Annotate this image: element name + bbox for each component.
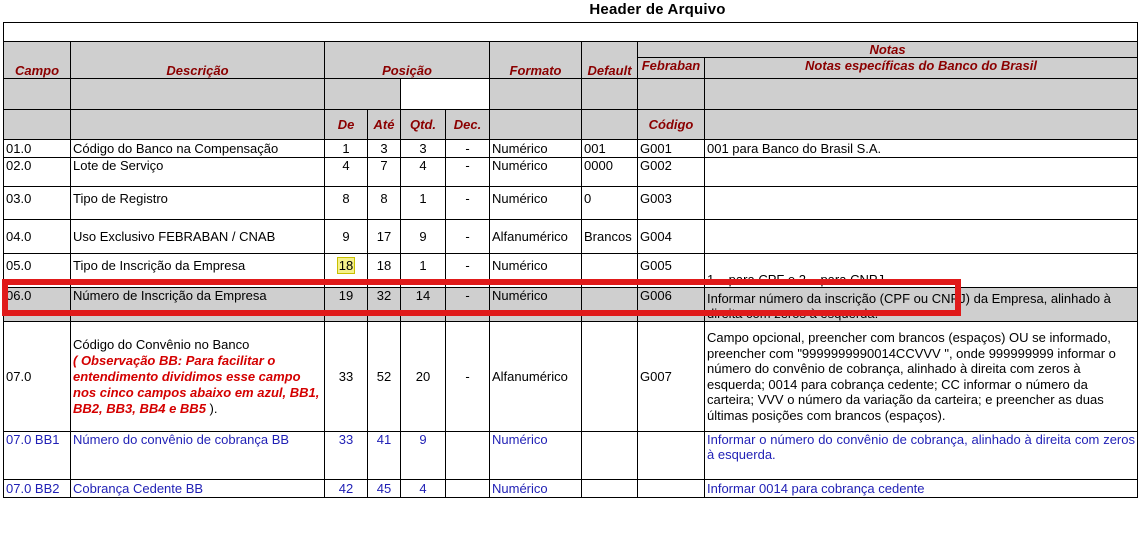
header-row-blank [4,79,1138,110]
cell-dec: - [446,322,490,432]
cell-formato: Numérico [490,480,582,498]
cell-formato: Numérico [490,254,582,288]
header-default: Default [582,42,638,79]
cell-campo: 02.0 [4,158,71,187]
cell-campo: 05.0 [4,254,71,288]
table-row [4,158,1138,187]
cell-codigo: G006 [638,288,705,322]
cell-codigo: G005 [638,254,705,288]
cell-de [325,254,368,288]
cell-formato: Numérico [490,187,582,220]
cell-codigo: G003 [638,187,705,220]
page-title: Header de Arquivo [589,1,726,18]
cell-descricao: Lote de Serviço [71,158,325,187]
cell-qtd: 14 [401,288,446,322]
observacao-note: ( Observação BB: Para facilitar o entendimento dividimos esse campo nos cinco campos abaixo em azul, BB1, BB2, BB3, BB4 e BB5 ). [73,352,320,416]
cell-qtd: 20 [401,322,446,432]
cell-de: 4 [325,158,368,187]
cell-default [582,288,638,322]
cell-formato: Numérico [490,432,582,480]
cell-campo: 07.0 BB2 [4,480,71,498]
header-dec: Dec. [446,110,490,140]
header-notas: Notas [638,42,1138,58]
cell-dec: - [446,254,490,288]
header-row-sub [4,110,1138,140]
table-row [4,220,1138,254]
cell-qtd: 4 [401,158,446,187]
table-row-highlighted [4,254,1138,288]
cell-descricao: Tipo de Inscrição da Empresa [71,254,325,288]
cell-descricao: Código do Banco na Compensação [71,140,325,158]
cell-formato: Numérico [490,140,582,158]
table-row [4,432,1138,480]
cell-dec: - [446,220,490,254]
cell-notas: Campo opcional, preencher com brancos (espaços) OU se informado, preencher com "9999999990014CCVVV ", onde 999999999 informar o número do convênio de cobrança, alinhado à direita com zeros à esquerda; 0014 para cobrança cedente; CC informar o número da carteira; VVV o número da variação da carteira; e preencher as duas últimas posições com brancos (espaços). [705,322,1138,432]
cell-dec: - [446,187,490,220]
cell-notas [705,158,1138,187]
cell-de: 33 [325,432,368,480]
cell-qtd: 9 [401,220,446,254]
cell-dec [446,432,490,480]
table-row [4,480,1138,498]
cell-default [582,322,638,432]
cell-ate: 8 [368,187,401,220]
cell-notas: 1 – para CPF e 2 – para CNPJ. [705,254,1138,288]
header-de: De [325,110,368,140]
cell-campo: 07.0 BB1 [4,432,71,480]
table-row [4,187,1138,220]
cell-ate: 45 [368,480,401,498]
cell-notas: Informar número da inscrição (CPF ou CNPJ) da Empresa, alinhado à direita com zeros à esquerda. [705,288,1138,322]
cell-descricao: Cobrança Cedente BB [71,480,325,498]
header-posicao: Posição [325,42,490,79]
header-codigo: Código [638,110,705,140]
cell-default: 0 [582,187,638,220]
cell-campo: 03.0 [4,187,71,220]
cell-default: Brancos [582,220,638,254]
header-campo: Campo [4,42,71,79]
cell-descricao: Número de Inscrição da Empresa [71,288,325,322]
spacer-row [4,23,1138,42]
table-row [4,288,1138,322]
table-row [4,140,1138,158]
cell-codigo: G007 [638,322,705,432]
cell-codigo: G004 [638,220,705,254]
cell-dec [446,480,490,498]
cell-campo: 06.0 [4,288,71,322]
cell-codigo: G002 [638,158,705,187]
cell-ate: 18 [368,254,401,288]
header-row-notas [4,42,1138,58]
cell-ate: 32 [368,288,401,322]
cell-qtd: 9 [401,432,446,480]
cell-dec: - [446,140,490,158]
cell-ate: 52 [368,322,401,432]
cell-notas [705,220,1138,254]
cell-formato: Alfanumérico [490,220,582,254]
cell-codigo: G001 [638,140,705,158]
cell-notas: Informar o número do convênio de cobrança, alinhado à direita com zeros à esquerda. [705,432,1138,480]
cell-formato: Numérico [490,288,582,322]
header-ate: Até [368,110,401,140]
cell-default: 001 [582,140,638,158]
cell-de: 42 [325,480,368,498]
cell-de: 19 [325,288,368,322]
cell-qtd: 1 [401,187,446,220]
cell-default: 0000 [582,158,638,187]
header-qtd: Qtd. [401,110,446,140]
header-febraban: Febraban [638,58,705,79]
layout-table [3,22,1138,498]
cell-de: 9 [325,220,368,254]
cell-notas [705,187,1138,220]
cell-dec: - [446,288,490,322]
cell-codigo [638,432,705,480]
cell-ate: 41 [368,432,401,480]
cell-de: 8 [325,187,368,220]
cell-formato: Numérico [490,158,582,187]
cell-default [582,432,638,480]
cell-campo: 07.0 [4,322,71,432]
descricao-text: Código do Convênio no Banco [73,336,250,352]
cell-default [582,254,638,288]
cell-notas: 001 para Banco do Brasil S.A. [705,140,1138,158]
table-row [4,322,1138,432]
cell-de: 1 [325,140,368,158]
cell-descricao [71,322,325,432]
cell-descricao: Número do convênio de cobrança BB [71,432,325,480]
header-descricao: Descrição [71,42,325,79]
cell-qtd: 4 [401,480,446,498]
cell-descricao: Uso Exclusivo FEBRABAN / CNAB [71,220,325,254]
header-notas-especificas: Notas específicas do Banco do Brasil [705,58,1138,79]
cell-campo: 04.0 [4,220,71,254]
cell-formato: Alfanumérico [490,322,582,432]
cell-de: 33 [325,322,368,432]
cell-descricao: Tipo de Registro [71,187,325,220]
cell-notas: Informar 0014 para cobrança cedente [705,480,1138,498]
cell-ate: 3 [368,140,401,158]
cell-default [582,480,638,498]
cell-dec: - [446,158,490,187]
selected-value[interactable]: 18 [338,258,354,273]
cell-qtd: 1 [401,254,446,288]
header-formato: Formato [490,42,582,79]
cell-ate: 7 [368,158,401,187]
cell-ate: 17 [368,220,401,254]
cell-campo: 01.0 [4,140,71,158]
cell-qtd: 3 [401,140,446,158]
cell-codigo [638,480,705,498]
